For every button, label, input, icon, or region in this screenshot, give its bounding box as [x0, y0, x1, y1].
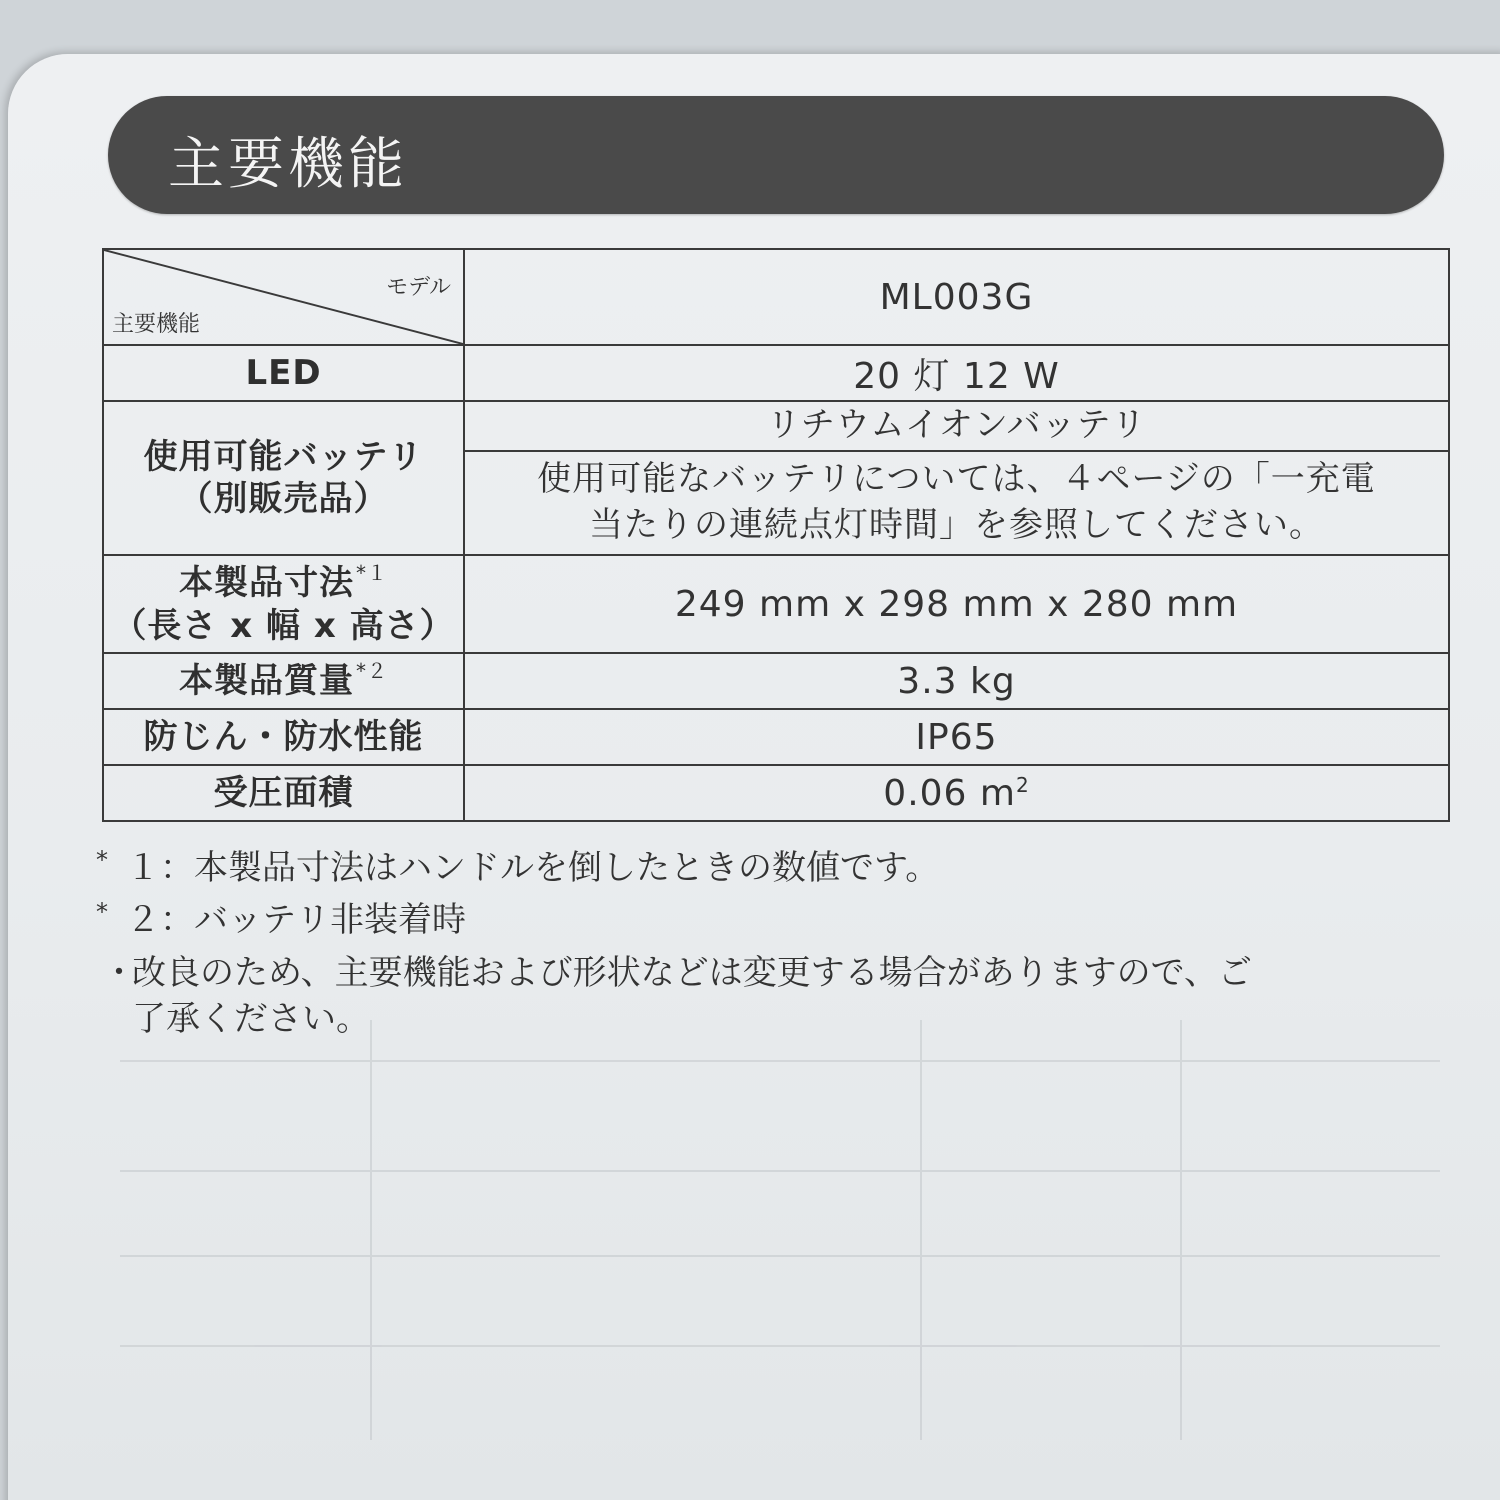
led-label: LED: [103, 345, 464, 401]
area-unit-exponent: 2: [1015, 772, 1030, 797]
dimensions-label-line2: （長さ x 幅 x 高さ）: [112, 605, 455, 646]
area-label: 受圧面積: [103, 765, 464, 821]
protection-value: IP65: [464, 709, 1449, 765]
footnote-1: [96, 842, 1456, 894]
footnote-marker: *１: [356, 561, 388, 585]
notice-bullet: [96, 950, 1456, 1042]
mass-label: [103, 653, 464, 709]
mass-value: 3.3 kg: [464, 653, 1449, 709]
table-row: [103, 345, 1449, 401]
battery-label-line1: 使用可能バッテリ: [143, 436, 424, 477]
battery-note-line1: 使用可能なバッテリについては、４ページの「一充電: [537, 459, 1376, 500]
notice-line1: 改良のため、主要機能および形状などは変更する場合がありますので、ご: [132, 953, 1252, 993]
protection-label: 防じん・防水性能: [103, 709, 464, 765]
dimensions-value: 249 mm x 298 mm x 280 mm: [464, 555, 1449, 653]
dimensions-label-line1: 本製品寸法: [179, 563, 354, 603]
battery-type-value: リチウムイオンバッテリ: [464, 401, 1449, 451]
notice-line2: 了承ください。: [132, 999, 370, 1039]
battery-note-value: [464, 451, 1449, 555]
section-title: 主要機能: [168, 132, 408, 197]
table-header-row: [103, 249, 1449, 345]
model-column-label: モデル: [386, 275, 451, 300]
area-value-text: 0.06 m: [883, 772, 1016, 814]
footnote-1-text: １：本製品寸法はハンドルを倒したときの数値です。: [126, 848, 940, 888]
table-row: [103, 709, 1449, 765]
battery-note-line2: 当たりの連続点灯時間」を参照してください。: [589, 505, 1324, 545]
footnote-1-mark: *: [96, 846, 108, 874]
bullet-mark: ・: [102, 953, 136, 993]
battery-label: [103, 401, 464, 555]
footnotes: [96, 842, 1456, 1042]
table-row: [103, 555, 1449, 653]
led-value: 20 灯 12 W: [464, 345, 1449, 401]
table-row: [103, 401, 1449, 451]
model-name: ML003G: [464, 249, 1449, 345]
mass-label-text: 本製品質量: [179, 661, 354, 702]
footnote-2: [96, 894, 1456, 946]
battery-label-line2: （別販売品）: [178, 479, 389, 519]
function-row-label: 主要機能: [112, 312, 201, 337]
table-row: [103, 765, 1449, 821]
footnote-2-mark: *: [96, 898, 108, 926]
dimensions-label: [103, 555, 464, 653]
area-value: [464, 765, 1449, 821]
footnote-marker: *２: [356, 659, 388, 684]
table-corner-cell: [103, 249, 464, 345]
spec-table: [102, 248, 1450, 822]
section-title-bar: [108, 96, 1444, 214]
footnote-2-text: ２：バッテリ非装着時: [126, 900, 466, 940]
table-row: [103, 653, 1449, 709]
